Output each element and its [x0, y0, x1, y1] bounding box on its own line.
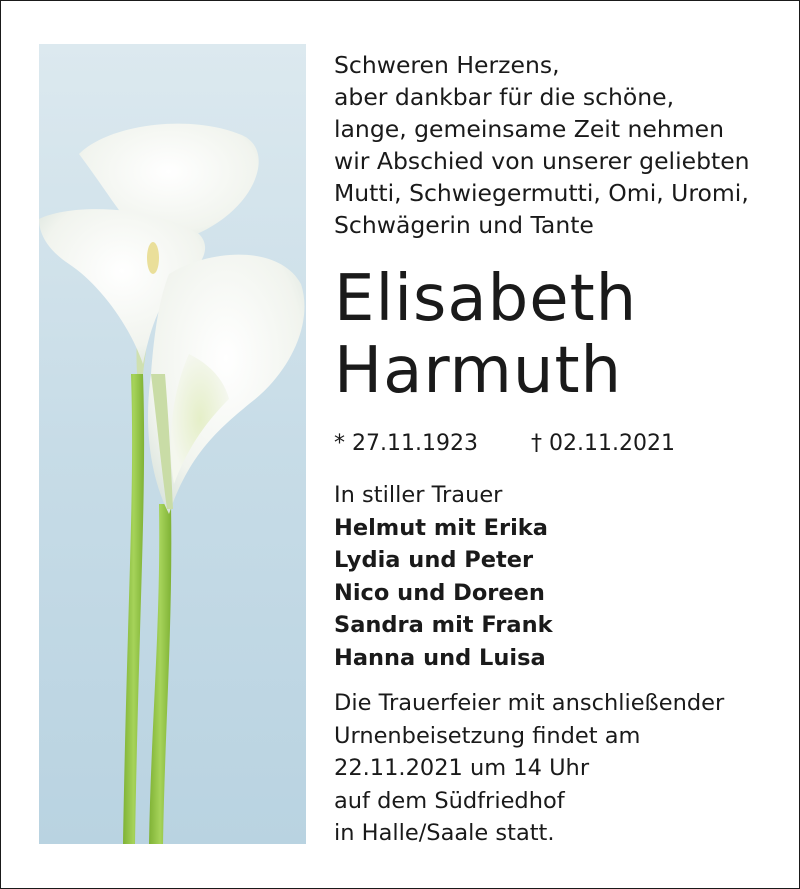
funeral-line: auf dem Südfriedhof: [334, 787, 565, 814]
intro-line: aber dankbar für die schöne,: [334, 83, 675, 111]
funeral-line: in Halle/Saale statt.: [334, 820, 555, 846]
mourner-name: Helmut mit Erika: [334, 514, 548, 541]
funeral-line: Die Trauerfeier mit anschließender: [334, 690, 725, 716]
death-date: † 02.11.2021: [531, 431, 675, 456]
funeral-line: Urnenbeisetzung findet am: [334, 722, 641, 749]
mourning-heading: In stiller Trauer: [334, 482, 503, 508]
intro-line: wir Abschied von unserer geliebten: [334, 147, 750, 175]
intro-line: Mutti, Schwiegermutti, Omi, Uromi,: [334, 179, 749, 207]
last-name: Harmuth: [334, 334, 623, 408]
funeral-info: [334, 687, 774, 850]
mourner-name: Hanna und Luisa: [334, 644, 546, 671]
intro-text: [334, 49, 774, 241]
funeral-line: 22.11.2021 um 14 Uhr: [334, 755, 590, 781]
life-dates: [334, 429, 774, 459]
intro-line: lange, gemeinsame Zeit nehmen: [334, 115, 725, 143]
first-name: Elisabeth: [334, 262, 638, 336]
mourner-name: Sandra mit Frank: [334, 612, 553, 638]
mourner-name: Lydia und Peter: [334, 547, 534, 573]
intro-line: Schweren Herzens,: [334, 51, 560, 79]
birth-date: * 27.11.1923: [334, 431, 478, 456]
mourner-name: Nico und Doreen: [334, 579, 545, 606]
mourners-block: [334, 479, 774, 674]
calla-lily-photo: [39, 44, 306, 844]
deceased-name: [334, 263, 774, 407]
intro-line: Schwägerin und Tante: [334, 211, 594, 239]
